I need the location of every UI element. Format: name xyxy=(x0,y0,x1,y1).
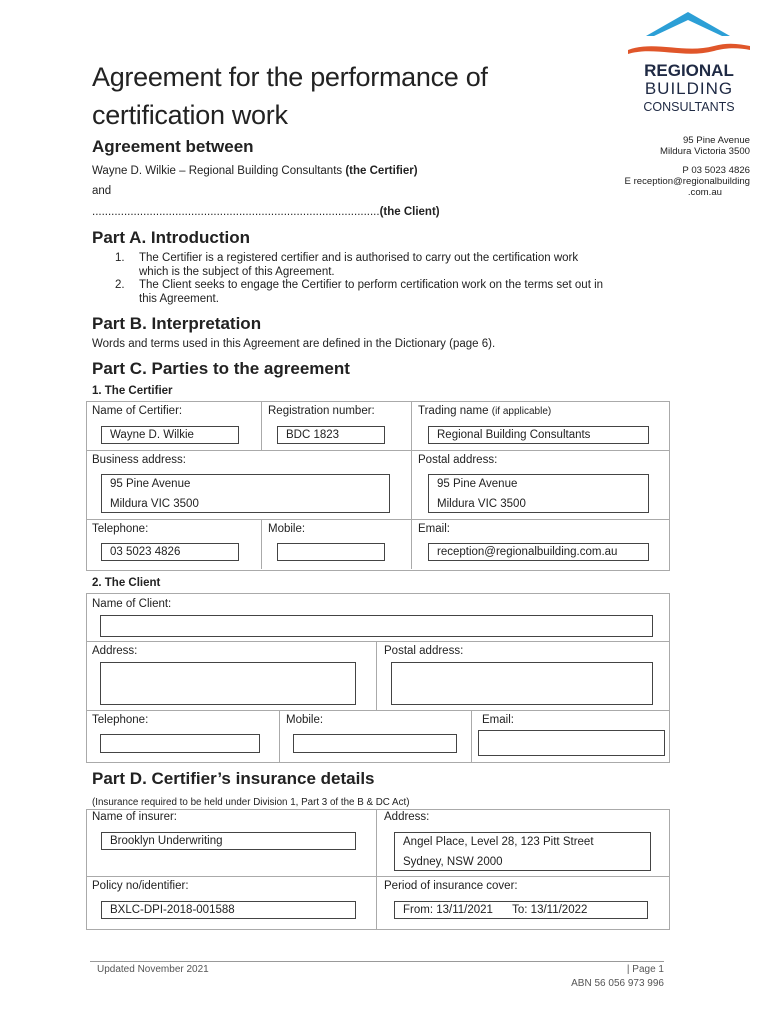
trading-name-label: Trading name (if applicable) xyxy=(418,405,552,417)
logo-text-consultants: CONSULTANTS xyxy=(643,100,735,114)
client-email-field[interactable] xyxy=(478,730,665,756)
part-a-heading: Part A. Introduction xyxy=(92,228,251,247)
postal-address-label: Postal address: xyxy=(418,454,498,466)
client-party-line xyxy=(92,206,440,218)
period-field[interactable] xyxy=(394,901,648,919)
and-text: and xyxy=(92,185,112,197)
contact-address-2: Mildura Victoria 3500 xyxy=(660,146,750,157)
footer-divider xyxy=(90,961,664,962)
certifier-name-field[interactable]: Wayne D. Wilkie xyxy=(101,426,239,444)
policy-label: Policy no/identifier: xyxy=(92,880,189,892)
part-b-text: Words and terms used in this Agreement are defined in the Dictionary (page 6). xyxy=(92,338,496,350)
insurer-address-field[interactable]: Angel Place, Level 28, 123 Pitt Street Sydney, NSW 2000 xyxy=(394,832,651,871)
company-logo xyxy=(624,10,754,120)
list-item: 2. The Client seeks to engage the Certifier to perform certification work on the terms set out in this Agreement. xyxy=(115,279,604,305)
client-party-role: (the Client) xyxy=(379,206,440,218)
certifier-subheading: 1. The Certifier xyxy=(92,385,173,397)
part-c-heading: Part C. Parties to the agreement xyxy=(92,359,350,378)
client-name-field[interactable] xyxy=(100,615,653,637)
contact-email-2: .com.au xyxy=(687,187,722,198)
period-from: From: 13/11/2021 xyxy=(403,904,493,916)
part-a-list xyxy=(115,252,675,306)
client-dotted-line: .......................................................................................... xyxy=(92,206,380,218)
client-email-label: Email: xyxy=(482,714,514,726)
client-subheading: 2. The Client xyxy=(92,577,161,589)
registration-label: Registration number: xyxy=(268,405,375,417)
footer-page: | Page 1 xyxy=(626,964,664,975)
logo-text-building: BUILDING xyxy=(644,79,734,98)
postal-address-field[interactable]: 95 Pine Avenue Mildura VIC 3500 xyxy=(428,474,649,513)
certifier-party-text: Wayne D. Wilkie – Regional Building Consultants xyxy=(92,165,343,177)
client-postal-field[interactable] xyxy=(391,662,653,705)
contact-block xyxy=(590,135,750,198)
part-b-heading: Part B. Interpretation xyxy=(92,314,262,333)
part-d-heading: Part D. Certifier’s insurance details xyxy=(92,769,375,788)
client-mobile-label: Mobile: xyxy=(286,714,324,726)
agreement-between-heading: Agreement between xyxy=(92,137,254,156)
footer-abn: ABN 56 056 973 996 xyxy=(571,978,664,989)
insurer-label: Name of insurer: xyxy=(92,811,178,823)
client-name-label: Name of Client: xyxy=(92,598,172,610)
certifier-party-role: (the Certifier) xyxy=(345,165,418,177)
mobile-label: Mobile: xyxy=(268,523,306,535)
mobile-field[interactable] xyxy=(277,543,385,561)
client-address-label: Address: xyxy=(92,645,138,657)
email-field[interactable]: reception@regionalbuilding.com.au xyxy=(428,543,649,561)
certifier-name-label: Name of Certifier: xyxy=(92,405,183,417)
policy-field[interactable]: BXLC-DPI-2018-001588 xyxy=(101,901,356,919)
period-to: To: 13/11/2022 xyxy=(512,904,588,916)
logo-roof-icon xyxy=(624,10,754,68)
logo-text-regional: REGIONAL xyxy=(644,61,734,80)
insurer-field[interactable]: Brooklyn Underwriting xyxy=(101,832,356,850)
page-title: Agreement for the performance of certification work xyxy=(92,62,488,130)
email-label: Email: xyxy=(418,523,450,535)
contact-email-1: E reception@regionalbuilding xyxy=(624,176,750,187)
client-mobile-field[interactable] xyxy=(293,734,457,753)
period-label: Period of insurance cover: xyxy=(384,880,518,892)
business-address-field[interactable]: 95 Pine Avenue Mildura VIC 3500 xyxy=(101,474,390,513)
list-item: 1. The Certifier is a registered certifier and is authorised to carry out the certification work which is the subject of this Agreement. xyxy=(115,252,579,278)
client-telephone-field[interactable] xyxy=(100,734,260,753)
telephone-label: Telephone: xyxy=(92,523,149,535)
business-address-label: Business address: xyxy=(92,454,186,466)
telephone-field[interactable]: 03 5023 4826 xyxy=(101,543,239,561)
client-postal-label: Postal address: xyxy=(384,645,464,657)
certifier-party-line xyxy=(92,165,418,177)
contact-phone: P 03 5023 4826 xyxy=(682,165,750,176)
client-telephone-label: Telephone: xyxy=(92,714,149,726)
insurance-note: (Insurance required to be held under Division 1, Part 3 of the B & DC Act) xyxy=(92,797,410,808)
trading-name-field[interactable]: Regional Building Consultants xyxy=(428,426,649,444)
footer-updated: Updated November 2021 xyxy=(97,964,209,975)
client-address-field[interactable] xyxy=(100,662,356,705)
insurer-address-label: Address: xyxy=(384,811,430,823)
contact-address-1: 95 Pine Avenue xyxy=(682,135,750,146)
registration-field[interactable]: BDC 1823 xyxy=(277,426,385,444)
